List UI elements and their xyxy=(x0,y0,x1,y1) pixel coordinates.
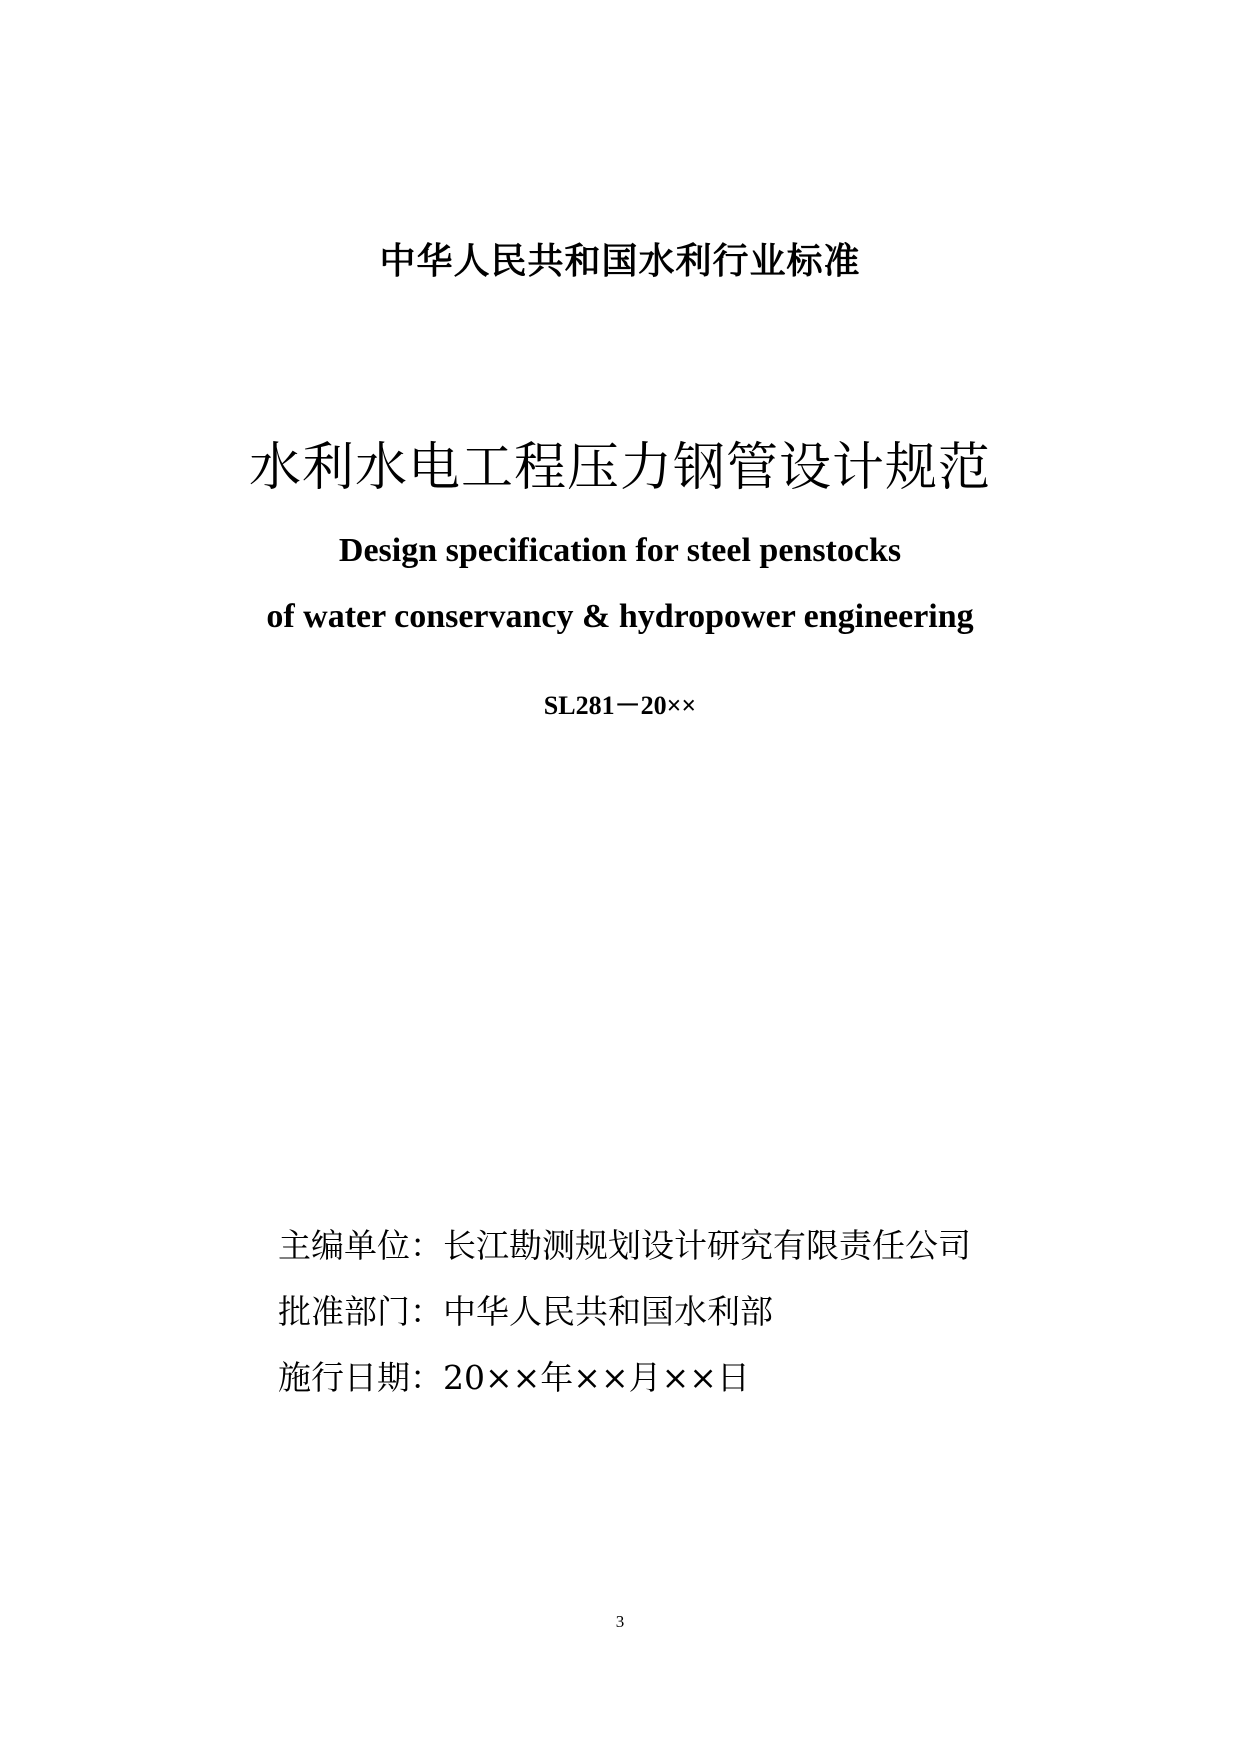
approval-department-row xyxy=(278,1279,971,1345)
standard-code: SL281－20×× xyxy=(543,691,697,720)
info-label: 批准部门： xyxy=(278,1292,443,1331)
info-value: 长江勘测规划设计研究有限责任公司 xyxy=(443,1226,971,1265)
english-title-line-1: Design specification for steel penstocks xyxy=(338,532,902,569)
page-number: 3 xyxy=(615,1612,625,1631)
effective-date-row xyxy=(278,1345,971,1411)
info-value: 中华人民共和国水利部 xyxy=(443,1292,773,1331)
info-value: 20××年××月××日 xyxy=(443,1358,750,1397)
english-title-line-2: of water conservancy & hydropower engineering xyxy=(266,598,974,635)
info-label: 主编单位： xyxy=(278,1226,443,1265)
industry-standard-header: 中华人民共和国水利行业标准 xyxy=(379,241,861,282)
publication-info xyxy=(278,1213,971,1411)
info-label: 施行日期： xyxy=(278,1358,443,1397)
chinese-title: 水利水电工程压力钢管设计规范 xyxy=(248,438,991,498)
chief-editor-row xyxy=(278,1213,971,1279)
